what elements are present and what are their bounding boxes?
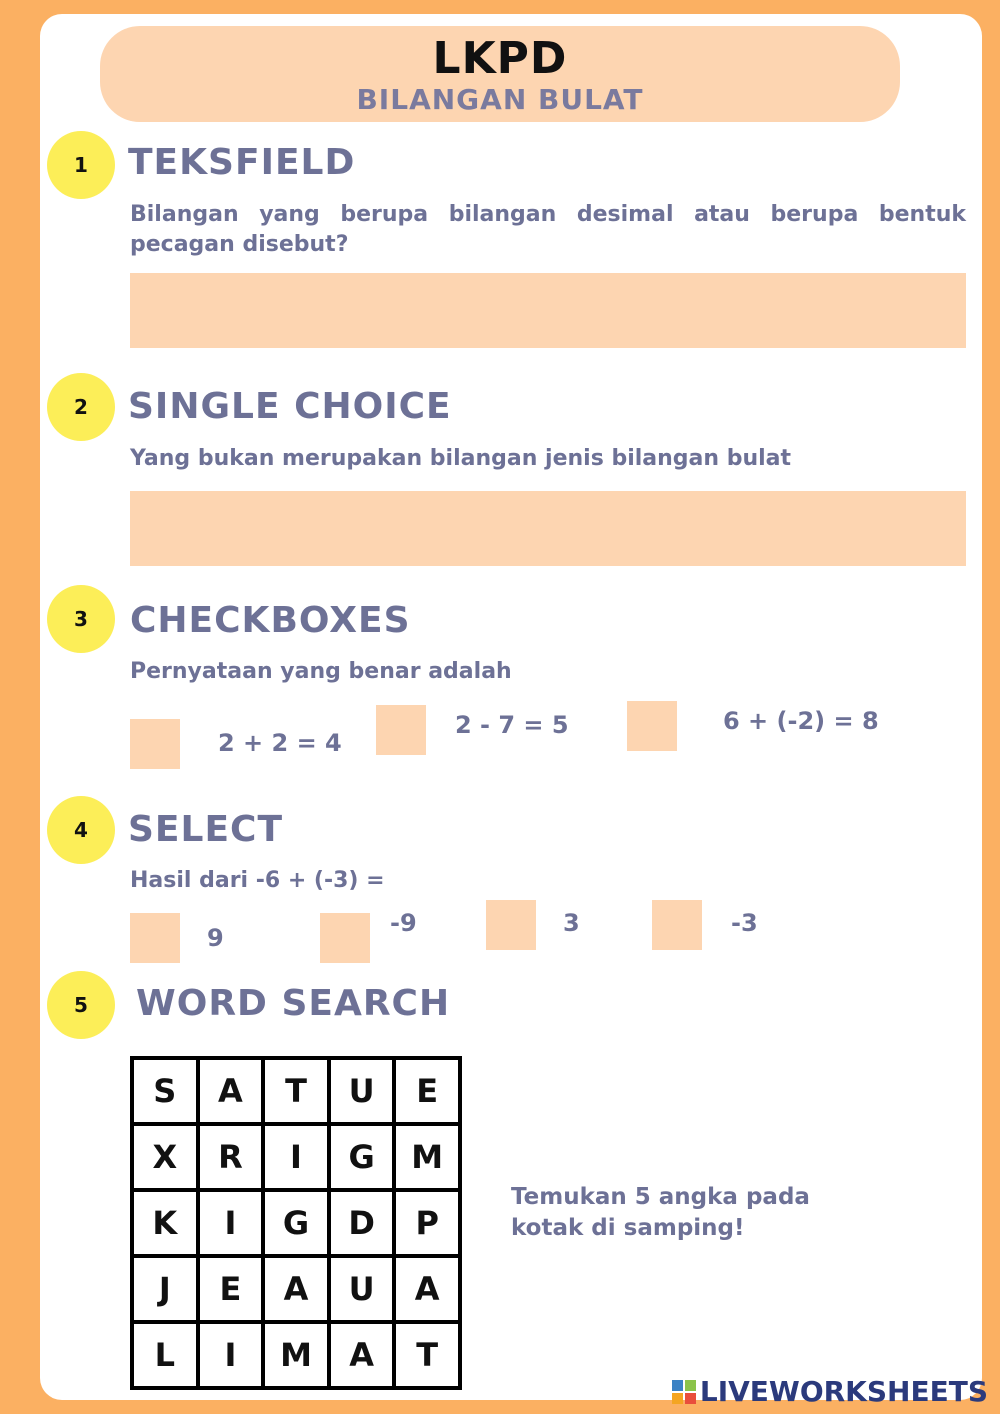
question-1: Bilangan yang berupa bilangan desimal atau berupa bentuk pecagan disebut?	[130, 202, 966, 257]
grid-cell[interactable]: D	[331, 1192, 393, 1254]
section-number-1: 1	[47, 131, 115, 199]
grid-cell[interactable]: T	[396, 1324, 458, 1386]
grid-cell[interactable]: X	[134, 1126, 196, 1188]
section-title-single-choice: SINGLE CHOICE	[128, 386, 452, 427]
grid-cell[interactable]: J	[134, 1258, 196, 1320]
checkbox-option-2[interactable]	[376, 705, 426, 755]
section-number-4: 4	[47, 796, 115, 864]
section-title-word-search: WORD SEARCH	[136, 983, 451, 1024]
grid-cell[interactable]: I	[200, 1324, 262, 1386]
single-choice-dropdown[interactable]	[130, 491, 966, 566]
section-number-3: 3	[47, 585, 115, 653]
liveworksheets-brand	[672, 1375, 988, 1408]
grid-cell[interactable]: A	[396, 1258, 458, 1320]
grid-cell[interactable]: K	[134, 1192, 196, 1254]
word-search-hint: Temukan 5 angka pada kotak di samping!	[511, 1184, 810, 1241]
checkbox-label-3: 6 + (-2) = 8	[723, 707, 879, 735]
question-2: Yang bukan merupakan bilangan jenis bilangan bulat	[130, 446, 792, 471]
section-title-select: SELECT	[128, 809, 284, 850]
grid-cell[interactable]: L	[134, 1324, 196, 1386]
header-banner	[100, 26, 900, 122]
page-title: LKPD	[432, 33, 568, 84]
grid-cell[interactable]: T	[265, 1060, 327, 1122]
grid-cell[interactable]: E	[200, 1258, 262, 1320]
checkbox-label-2: 2 - 7 = 5	[455, 711, 569, 739]
page-subtitle: BILANGAN BULAT	[356, 83, 644, 116]
checkbox-label-1: 2 + 2 = 4	[218, 729, 342, 757]
select-option-label-4: -3	[731, 909, 758, 937]
select-option-label-3: 3	[563, 909, 580, 937]
answer-text-field[interactable]	[130, 273, 966, 348]
grid-cell[interactable]: R	[200, 1126, 262, 1188]
word-search-grid[interactable]	[130, 1056, 462, 1390]
question-4: Hasil dari -6 + (-3) =	[130, 868, 385, 893]
select-option-box-4[interactable]	[652, 900, 702, 950]
grid-cell[interactable]: M	[265, 1324, 327, 1386]
grid-cell[interactable]: A	[331, 1324, 393, 1386]
checkbox-option-1[interactable]	[130, 719, 180, 769]
select-option-label-1: 9	[207, 924, 224, 952]
grid-cell[interactable]: I	[200, 1192, 262, 1254]
checkbox-option-3[interactable]	[627, 701, 677, 751]
section-number-5: 5	[47, 971, 115, 1039]
question-3: Pernyataan yang benar adalah	[130, 659, 512, 684]
grid-cell[interactable]: G	[265, 1192, 327, 1254]
liveworksheets-logo-icon	[672, 1380, 696, 1404]
section-title-teksfield: TEKSFIELD	[128, 142, 356, 183]
grid-cell[interactable]: A	[265, 1258, 327, 1320]
grid-cell[interactable]: U	[331, 1060, 393, 1122]
grid-cell[interactable]: M	[396, 1126, 458, 1188]
select-option-box-1[interactable]	[130, 913, 180, 963]
grid-cell[interactable]: G	[331, 1126, 393, 1188]
grid-cell[interactable]: P	[396, 1192, 458, 1254]
brand-name: LIVEWORKSHEETS	[699, 1375, 988, 1408]
select-option-box-3[interactable]	[486, 900, 536, 950]
grid-cell[interactable]: E	[396, 1060, 458, 1122]
section-number-2: 2	[47, 373, 115, 441]
grid-cell[interactable]: I	[265, 1126, 327, 1188]
grid-cell[interactable]: A	[200, 1060, 262, 1122]
grid-cell[interactable]: S	[134, 1060, 196, 1122]
grid-cell[interactable]: U	[331, 1258, 393, 1320]
section-title-checkboxes: CHECKBOXES	[130, 600, 411, 641]
select-option-box-2[interactable]	[320, 913, 370, 963]
select-option-label-2: -9	[390, 909, 417, 937]
